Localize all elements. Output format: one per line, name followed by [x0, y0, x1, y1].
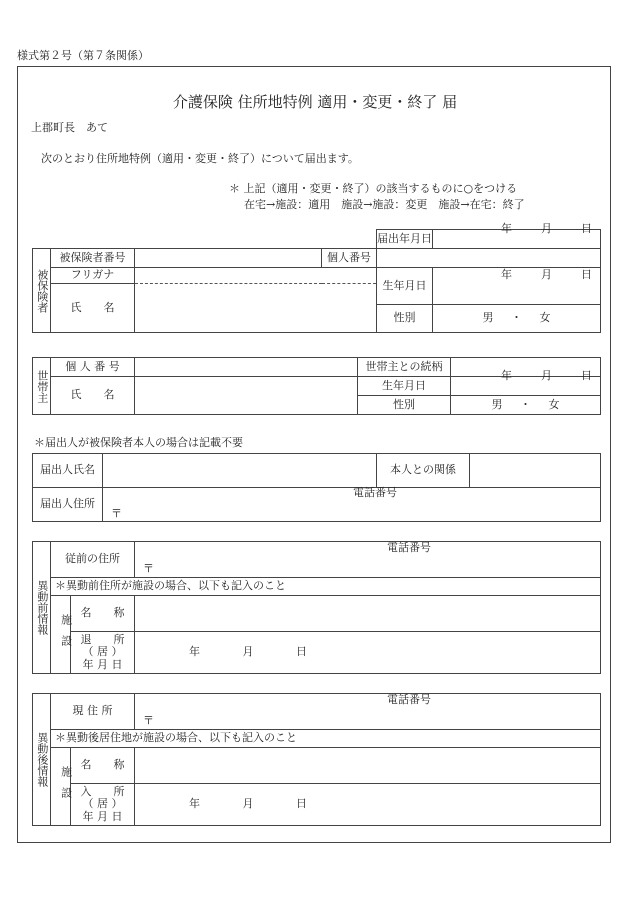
male-option[interactable]: 男: [491, 397, 503, 411]
before-section-text: 異動前情報: [35, 580, 49, 635]
filing-date-field[interactable]: [433, 222, 601, 249]
notifier-address-label: 届出人住所: [33, 488, 103, 522]
month-label: 月: [541, 369, 552, 383]
insured-name-field[interactable]: [135, 284, 377, 333]
year-label: 年: [501, 222, 512, 236]
after-facility-note: ＊異動後居住地が施設の場合、以下も記入のこと: [51, 730, 601, 748]
day-label: 日: [581, 222, 592, 236]
personal-number-field[interactable]: [377, 249, 601, 268]
insured-table: [32, 222, 601, 333]
enter-label-line3: 年 月 日: [82, 809, 123, 823]
after-table: [32, 693, 601, 826]
gender-separator: ・: [511, 311, 522, 325]
before-facility-text: 施設: [59, 613, 73, 656]
leave-date-label: [71, 632, 135, 674]
insured-number-label: 被保険者番号: [51, 249, 135, 268]
householder-gender-label: 性別: [358, 396, 451, 415]
gender-separator: ・: [520, 397, 531, 411]
before-section-label: [33, 542, 51, 674]
householder-personal-number-field[interactable]: [135, 358, 358, 377]
enter-label-line1: 入 所: [80, 785, 125, 799]
notifier-table: [32, 453, 601, 522]
intro-text: 次のとおり住所地特例（適用・変更・終了）について届出ます。: [41, 152, 359, 165]
insured-section-text: 被保険者: [35, 268, 49, 313]
householder-section-label: [33, 358, 51, 415]
month-label: 月: [541, 222, 552, 236]
day-label: 日: [296, 645, 307, 659]
after-facility-name-label: 名 称: [71, 748, 135, 784]
year-label: 年: [501, 268, 512, 282]
before-facility-label: [51, 596, 71, 674]
phone-label: 電話番号: [353, 485, 397, 499]
before-facility-name-field[interactable]: [135, 596, 601, 632]
leave-date-field[interactable]: [135, 632, 601, 674]
furigana-label: フリガナ: [51, 268, 135, 284]
year-label: 年: [501, 369, 512, 383]
leave-label-line1: 退 所: [80, 633, 125, 647]
after-facility-name-field[interactable]: [135, 748, 601, 784]
month-label: 月: [242, 645, 254, 659]
birth-date-field[interactable]: [433, 268, 601, 305]
personal-number-label: 個人番号: [322, 249, 377, 268]
note-line-1: ＊ 上記（適用・変更・終了）の該当するものに○をつける: [229, 182, 518, 195]
year-label: 年: [189, 645, 200, 659]
current-address-field[interactable]: [135, 694, 601, 730]
after-facility-label: [51, 748, 71, 826]
birth-date-label: 生年月日: [377, 268, 433, 305]
before-facility-name-label: 名 称: [71, 596, 135, 632]
after-section-label: [33, 694, 51, 826]
addressee: 上郡町長 あて: [31, 121, 108, 134]
day-label: 日: [581, 369, 592, 383]
form-title: 介護保険 住所地特例 適用・変更・終了 届: [172, 93, 458, 111]
notifier-address-field[interactable]: [103, 485, 601, 522]
female-option[interactable]: 女: [548, 397, 560, 411]
after-facility-text: 施設: [59, 765, 73, 808]
enter-date-field[interactable]: [135, 784, 601, 826]
relation-label: 世帯主との続柄: [358, 358, 451, 377]
month-label: 月: [541, 268, 552, 282]
gender-label: 性別: [377, 305, 433, 333]
relation-to-self-field[interactable]: [470, 454, 601, 488]
householder-birth-date-label: 生年月日: [358, 377, 451, 396]
gender-field[interactable]: [433, 305, 601, 333]
current-address-label: 現 住 所: [51, 694, 135, 730]
enter-date-label: [71, 784, 135, 826]
insured-section-label: [33, 249, 51, 333]
zip-mark: 〒: [143, 561, 154, 575]
before-table: [32, 541, 601, 674]
female-option[interactable]: 女: [539, 311, 551, 325]
phone-label: 電話番号: [387, 692, 431, 706]
householder-personal-number-label: 個 人 番 号: [51, 358, 135, 377]
enter-label-line2: （ 居 ）: [82, 797, 123, 811]
householder-section-text: 世帯主: [35, 369, 49, 403]
phone-label: 電話番号: [387, 540, 431, 554]
after-section-text: 異動後情報: [35, 732, 49, 787]
note-line-2: 在宅→施設：適用 施設→施設：変更 施設→在宅：終了: [244, 198, 525, 211]
notifier-name-field[interactable]: [103, 454, 377, 488]
leave-label-line2: （ 居 ）: [82, 645, 123, 659]
day-label: 日: [296, 797, 307, 811]
householder-name-label: 氏 名: [51, 377, 135, 415]
prev-address-field[interactable]: [135, 542, 601, 578]
filing-date-label: 届出年月日: [377, 230, 433, 249]
prev-address-label: 従前の住所: [51, 542, 135, 578]
before-facility-note: ＊異動前住所が施設の場合、以下も記入のこと: [51, 578, 601, 596]
notifier-name-label: 届出人氏名: [33, 454, 103, 488]
zip-mark: 〒: [111, 506, 122, 520]
householder-table: [32, 357, 601, 415]
insured-name-label: 氏 名: [51, 284, 135, 333]
leave-label-line3: 年 月 日: [82, 657, 123, 671]
month-label: 月: [242, 797, 254, 811]
form-code: 様式第２号（第７条関係）: [17, 49, 149, 62]
householder-gender-field[interactable]: [451, 396, 601, 415]
zip-mark: 〒: [143, 713, 154, 727]
year-label: 年: [189, 797, 200, 811]
furigana-field[interactable]: [135, 268, 377, 284]
insured-number-field[interactable]: [135, 249, 322, 268]
notifier-note: ＊届出人が被保険者本人の場合は記載不要: [34, 436, 243, 449]
day-label: 日: [581, 268, 592, 282]
relation-to-self-label: 本人との関係: [377, 454, 470, 488]
householder-birth-date-field[interactable]: [451, 369, 601, 396]
male-option[interactable]: 男: [482, 311, 494, 325]
householder-name-field[interactable]: [135, 377, 358, 415]
